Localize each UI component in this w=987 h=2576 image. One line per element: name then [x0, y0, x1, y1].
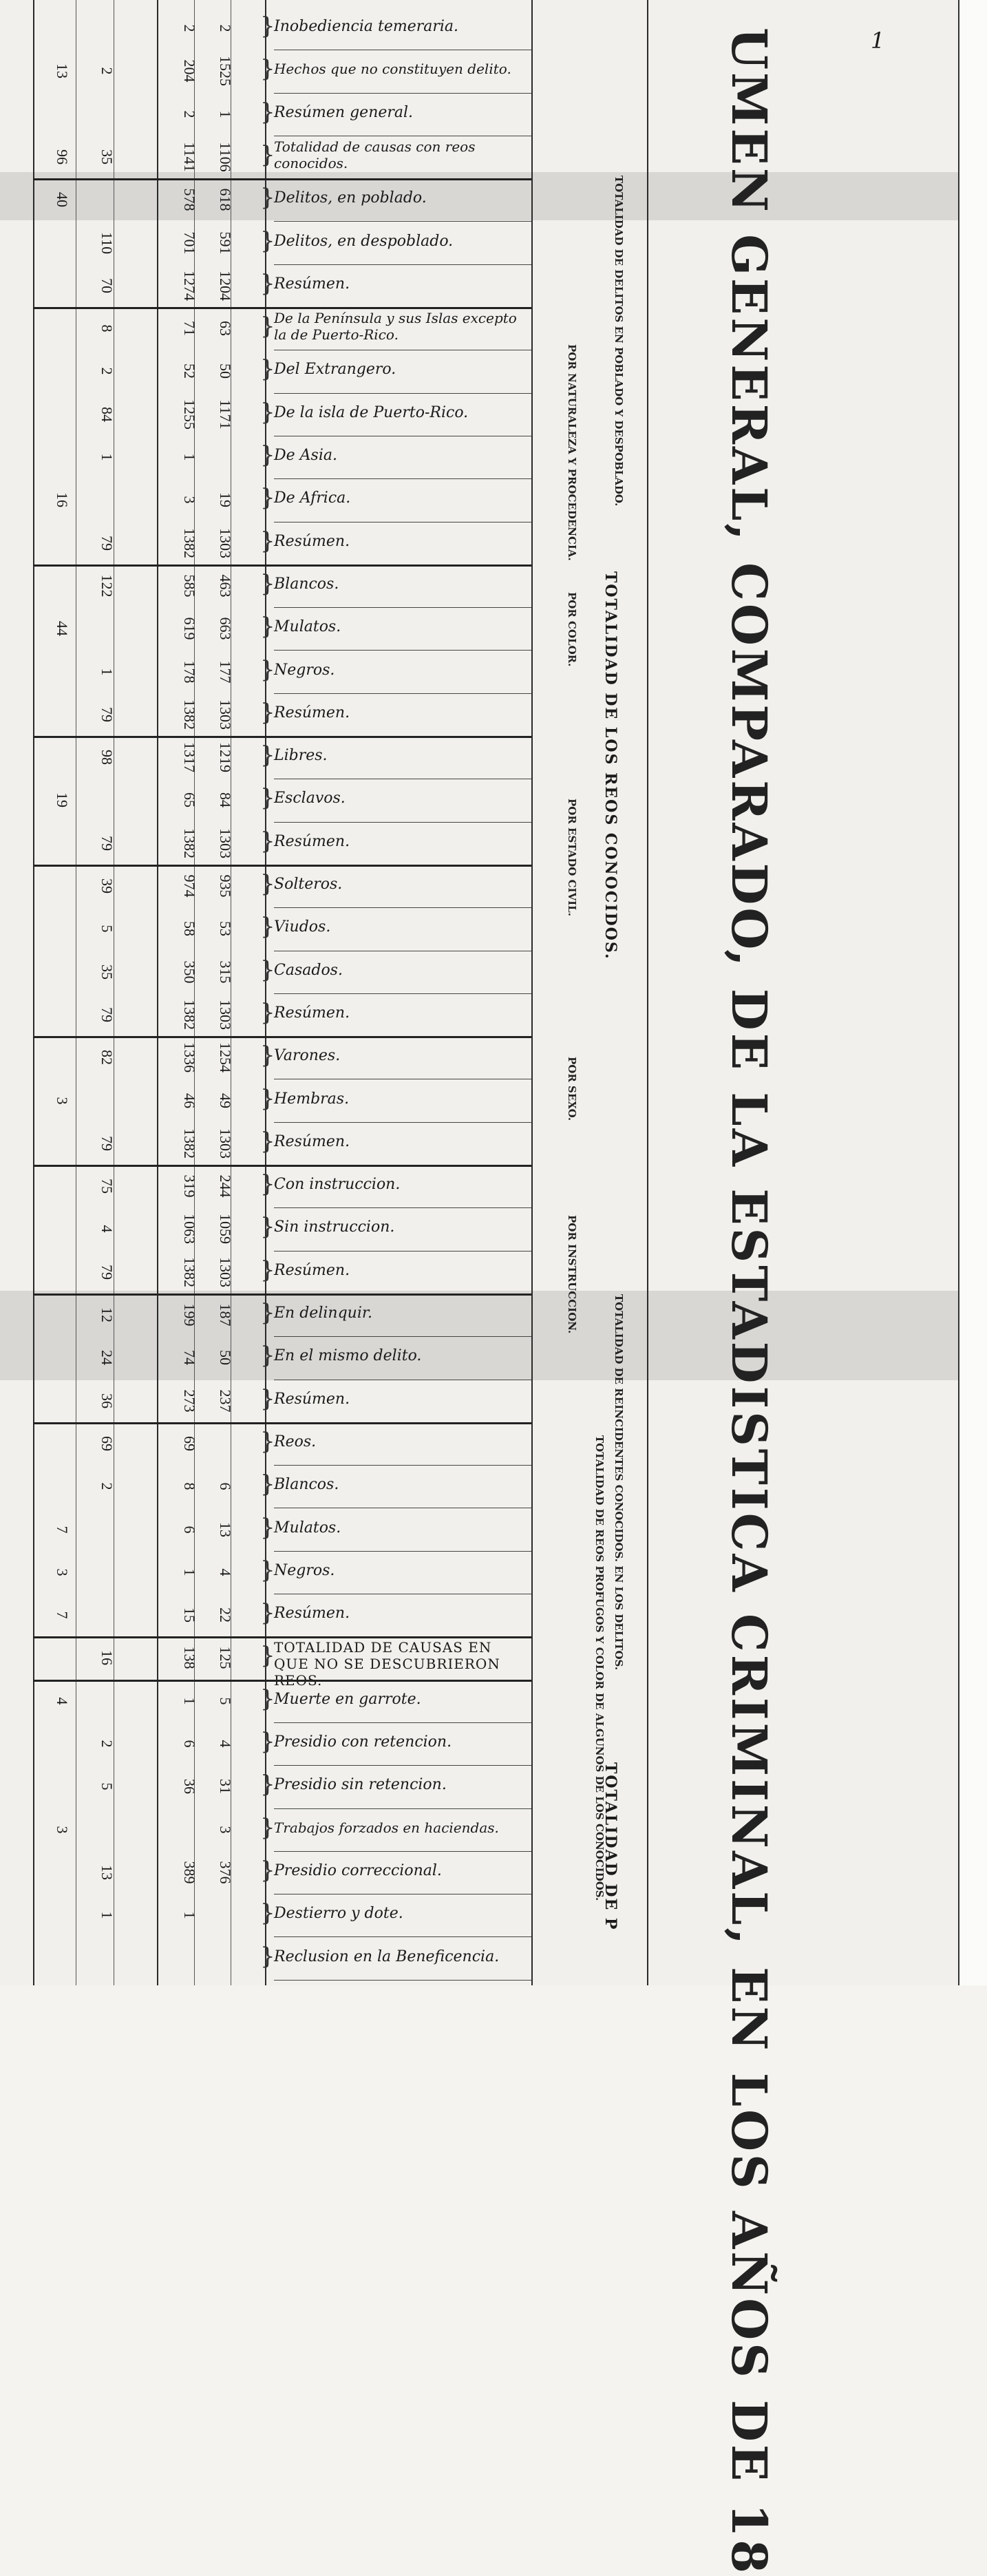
brace-mark: }	[260, 1299, 275, 1327]
row-label: Hembras.	[274, 1090, 350, 1108]
value-cell: 2	[181, 24, 198, 32]
table-row	[0, 93, 537, 136]
value-cell: 1382	[181, 527, 198, 558]
value-cell: 19	[217, 492, 234, 508]
value-cell: 79	[98, 835, 116, 851]
value-cell: 1219	[217, 742, 234, 773]
value-cell: 44	[54, 621, 71, 637]
value-cell: 1106	[217, 142, 234, 172]
value-cell: 138	[181, 1646, 198, 1669]
value-cell: 39	[98, 878, 116, 894]
value-cell: 1525	[217, 56, 234, 87]
value-cell: 2	[181, 110, 198, 118]
brace-mark: }	[260, 1170, 275, 1199]
brace-mark: }	[260, 1556, 275, 1584]
row-label: En el mismo delito.	[274, 1347, 422, 1365]
value-cell: 7	[54, 1611, 71, 1619]
table-row	[0, 1851, 537, 1894]
row-label: Inobediencia temeraria.	[274, 18, 459, 35]
value-cell: 35	[98, 149, 116, 165]
value-cell: 204	[181, 59, 198, 83]
brace-mark: }	[260, 12, 275, 40]
table-row	[0, 1165, 537, 1207]
value-cell: 35	[98, 964, 116, 980]
value-cell: 6	[181, 1525, 198, 1533]
value-cell: 4	[217, 1740, 234, 1748]
value-cell: 122	[98, 574, 116, 598]
brace-mark: }	[260, 140, 275, 169]
value-cell: 5	[98, 925, 116, 933]
brace-mark: }	[260, 1513, 275, 1541]
brace-mark: }	[260, 441, 275, 469]
value-cell: 79	[98, 1135, 116, 1151]
row-label: Trabajos forzados en haciendas.	[274, 1819, 499, 1836]
brace-mark: }	[260, 698, 275, 726]
table-row	[0, 478, 537, 521]
value-cell: 2	[98, 1482, 116, 1490]
brace-mark: }	[260, 184, 275, 212]
row-label: Delitos, en poblado.	[274, 189, 427, 207]
value-cell: 1382	[181, 699, 198, 730]
table-row	[0, 1380, 537, 1422]
value-cell: 125	[217, 1646, 234, 1669]
table-row	[0, 350, 537, 392]
value-cell: 4	[54, 1697, 71, 1705]
brace-mark: }	[260, 870, 275, 898]
value-cell: 13	[54, 63, 71, 79]
row-label: Delitos, en despoblado.	[274, 232, 454, 250]
table-row	[0, 1551, 537, 1594]
row-label: De Asia.	[274, 447, 337, 464]
brace-mark: }	[260, 1813, 275, 1841]
value-cell: 199	[181, 1303, 198, 1327]
value-cell: 1317	[181, 742, 198, 773]
table-row	[0, 522, 537, 564]
value-cell: 36	[181, 1779, 198, 1795]
brace-mark: }	[260, 527, 275, 555]
brace-mark: }	[260, 1127, 275, 1155]
brace-mark: }	[260, 1899, 275, 1928]
brace-mark: }	[260, 1342, 275, 1370]
table-row	[0, 307, 537, 350]
brace-mark: }	[260, 956, 275, 984]
table-row	[0, 436, 537, 478]
table-row	[0, 1680, 537, 1722]
row-label: Esclavos.	[274, 790, 346, 807]
table-row	[0, 1508, 537, 1551]
table-row	[0, 1336, 537, 1379]
table-row	[0, 779, 537, 821]
value-cell: 3	[54, 1568, 71, 1576]
table-row	[0, 607, 537, 650]
brace-mark: }	[260, 741, 275, 770]
row-label: Resúmen.	[274, 832, 350, 850]
value-cell: 591	[217, 231, 234, 254]
table-row	[0, 136, 537, 178]
brace-mark: }	[260, 784, 275, 812]
row-label: Resúmen.	[274, 532, 350, 550]
group-header-delitos: TOTALIDAD DE DELITOS EN POBLADO Y DESPOBLADO.	[613, 176, 625, 507]
value-cell: 1303	[217, 1128, 234, 1159]
value-cell: 663	[217, 617, 234, 640]
row-label: Resúmen.	[274, 1132, 350, 1150]
value-cell: 5	[217, 1697, 234, 1705]
value-cell: 1255	[181, 399, 198, 430]
row-label: Blancos.	[274, 1476, 339, 1494]
value-cell: 1141	[181, 142, 198, 172]
value-cell: 1	[181, 1911, 198, 1919]
row-label: Muerte en garrote.	[274, 1690, 421, 1708]
table-row	[0, 1251, 537, 1294]
brace-mark: }	[260, 613, 275, 641]
value-cell: 3	[217, 1826, 234, 1834]
value-cell: 389	[181, 1861, 198, 1884]
brace-mark: }	[260, 1856, 275, 1884]
value-cell: 96	[54, 149, 71, 165]
row-label: Sin instruccion.	[274, 1218, 395, 1236]
value-cell: 79	[98, 535, 116, 551]
value-cell: 273	[181, 1389, 198, 1413]
value-cell: 50	[217, 363, 234, 379]
value-cell: 1303	[217, 1256, 234, 1287]
value-cell: 1	[98, 668, 116, 675]
brace-mark: }	[260, 1084, 275, 1112]
value-cell: 65	[181, 792, 198, 808]
row-label: Presidio sin retencion.	[274, 1776, 447, 1794]
table-row	[0, 50, 537, 92]
value-cell: 50	[217, 1350, 234, 1366]
brace-mark: }	[260, 1599, 275, 1627]
value-cell: 6	[181, 1740, 198, 1748]
value-cell: 463	[217, 574, 234, 598]
row-label: Resúmen.	[274, 1004, 350, 1022]
brace-mark: }	[260, 1728, 275, 1755]
value-cell: 2	[98, 1740, 116, 1748]
value-cell: 1382	[181, 999, 198, 1030]
table-row	[0, 907, 537, 950]
table-row	[0, 1079, 537, 1122]
row-label: Solteros.	[274, 876, 343, 893]
group-header-instruccion: POR INSTRUCCION.	[566, 1215, 578, 1334]
page-title: UMEN GENERAL, COMPARADO, DE LA ESTADISTICA CRIMINAL, EN LOS AÑOS DE 18	[721, 28, 778, 2576]
value-cell: 71	[181, 321, 198, 337]
row-label: Presidio con retencion.	[274, 1733, 452, 1751]
value-cell: 8	[98, 324, 116, 332]
value-cell: 350	[181, 960, 198, 984]
value-cell: 1303	[217, 699, 234, 730]
value-cell: 1204	[217, 270, 234, 301]
row-label: Hechos que no constituyen delito.	[274, 61, 511, 78]
table-row	[0, 693, 537, 736]
row-label: Resúmen.	[274, 1390, 350, 1408]
value-cell: 935	[217, 874, 234, 898]
value-cell: 1	[98, 453, 116, 461]
table-row	[0, 1894, 537, 1936]
row-label: De la isla de Puerto-Rico.	[274, 403, 469, 421]
table-row	[0, 1937, 537, 1980]
value-cell: 69	[98, 1435, 116, 1451]
value-cell: 5	[98, 1782, 116, 1791]
value-cell: 16	[54, 492, 71, 508]
brace-mark: }	[260, 1470, 275, 1499]
brace-mark: }	[260, 1213, 275, 1241]
table-row	[0, 1122, 537, 1165]
value-cell: 79	[98, 1264, 116, 1280]
table-row	[0, 736, 537, 779]
value-cell: 376	[217, 1861, 234, 1884]
value-cell: 4	[98, 1225, 116, 1233]
row-label: Reclusion en la Beneficencia.	[274, 1947, 500, 1965]
value-cell: 40	[54, 192, 71, 208]
value-cell: 1382	[181, 1128, 198, 1159]
row-label: Casados.	[274, 961, 343, 979]
brace-mark: }	[260, 226, 275, 255]
value-cell: 585	[181, 574, 198, 598]
value-cell: 237	[217, 1389, 234, 1413]
value-cell: 13	[98, 1864, 116, 1880]
page-number: 1	[871, 28, 885, 54]
value-cell: 1274	[181, 270, 198, 301]
value-cell: 36	[98, 1393, 116, 1408]
brace-mark: }	[260, 484, 275, 512]
table-row	[0, 1036, 537, 1079]
brace-mark: }	[260, 913, 275, 941]
brace-mark: }	[260, 569, 275, 598]
value-cell: 4	[217, 1568, 234, 1576]
value-cell: 24	[98, 1350, 116, 1366]
brace-mark: }	[260, 398, 275, 426]
value-cell: 974	[181, 874, 198, 898]
row-label: Resúmen.	[274, 1605, 350, 1623]
value-cell: 58	[181, 921, 198, 937]
row-label: Viudos.	[274, 918, 331, 936]
value-cell: 46	[181, 1092, 198, 1108]
row-label: Totalidad de causas con reos conocidos.	[274, 138, 476, 171]
brace-mark: }	[260, 98, 275, 126]
row-label: De Africa.	[274, 489, 351, 507]
table-row	[0, 951, 537, 993]
value-cell: 69	[181, 1435, 198, 1451]
brace-mark: }	[260, 998, 275, 1026]
row-label: En delinquir.	[274, 1305, 372, 1322]
value-cell: 84	[98, 406, 116, 422]
table-row	[0, 1808, 537, 1851]
value-cell: 1063	[181, 1214, 198, 1245]
value-cell: 619	[181, 617, 198, 640]
table-row	[0, 7, 537, 50]
row-label: Mulatos.	[274, 618, 341, 636]
group-header-penas: TOTALIDAD DE P	[602, 1762, 619, 1931]
table-row	[0, 651, 537, 693]
value-cell: 31	[217, 1779, 234, 1795]
value-cell: 1171	[217, 399, 234, 430]
table-row	[0, 1594, 537, 1636]
table-row	[0, 1422, 537, 1465]
value-cell: 1336	[181, 1042, 198, 1073]
table-row	[0, 178, 537, 221]
brace-mark: }	[260, 269, 275, 297]
row-rule	[274, 1980, 531, 1981]
row-label: Del Extrangero.	[274, 361, 396, 379]
table-row	[0, 1636, 537, 1689]
value-cell: 1	[181, 453, 198, 461]
row-label: Libres.	[274, 747, 328, 765]
row-label: Presidio correccional.	[274, 1861, 442, 1879]
brace-mark: }	[260, 1427, 275, 1455]
value-cell: 319	[181, 1174, 198, 1198]
value-cell: 2	[98, 367, 116, 375]
value-cell: 79	[98, 1006, 116, 1022]
value-cell: 49	[217, 1092, 234, 1108]
row-label: Resúmen general.	[274, 103, 414, 121]
group-header-reos: TOTALIDAD DE LOS REOS CONOCIDOS.	[602, 571, 619, 960]
row-label: De la Península y sus Islas excepto la de Puerto-Rico.	[274, 310, 517, 344]
column-rule	[647, 0, 648, 1985]
brace-mark: }	[260, 827, 275, 855]
value-cell: 177	[217, 660, 234, 683]
value-cell: 82	[98, 1050, 116, 1066]
value-cell: 3	[54, 1826, 71, 1834]
table-row	[0, 393, 537, 436]
value-cell: 74	[181, 1350, 198, 1366]
value-cell: 53	[217, 921, 234, 937]
value-cell: 22	[217, 1607, 234, 1623]
table-row	[0, 1207, 537, 1250]
value-cell: 6	[217, 1482, 234, 1490]
value-cell: 1059	[217, 1214, 234, 1245]
row-label: TOTALIDAD DE CAUSAS EN QUE NO SE DESCUBRIERON REOS.	[274, 1639, 500, 1689]
page-edge	[958, 0, 987, 1985]
value-cell: 1303	[217, 827, 234, 858]
value-cell: 52	[181, 363, 198, 379]
row-label: Con instruccion.	[274, 1176, 401, 1194]
table-row	[0, 1294, 537, 1336]
brace-mark: }	[260, 313, 275, 341]
value-cell: 1254	[217, 1042, 234, 1073]
group-header-estado: POR ESTADO CIVIL.	[566, 799, 578, 916]
value-cell: 1	[181, 1697, 198, 1705]
value-cell: 79	[98, 706, 116, 722]
table-row	[0, 264, 537, 307]
value-cell: 244	[217, 1174, 234, 1198]
value-cell: 70	[98, 277, 116, 293]
brace-mark: }	[260, 1642, 275, 1670]
value-cell: 1	[181, 1568, 198, 1576]
brace-mark: }	[260, 1771, 275, 1799]
row-label: Reos.	[274, 1433, 317, 1450]
group-header-profugos: TOTALIDAD DE REOS PROFUGOS Y COLOR DE ALGUNOS DE LOS CONOCIDOS.	[593, 1435, 606, 1901]
value-cell: 15	[181, 1607, 198, 1623]
value-cell: 16	[98, 1650, 116, 1666]
table-row	[0, 564, 537, 607]
brace-mark: }	[260, 1685, 275, 1713]
brace-mark: }	[260, 1042, 275, 1070]
value-cell: 75	[98, 1179, 116, 1194]
row-label: Resúmen.	[274, 1261, 350, 1279]
value-cell: 84	[217, 792, 234, 808]
table-row	[0, 993, 537, 1036]
value-cell: 13	[217, 1521, 234, 1537]
brace-mark: }	[260, 1256, 275, 1284]
value-cell: 63	[217, 321, 234, 337]
value-cell: 1303	[217, 999, 234, 1030]
row-label: Resúmen.	[274, 275, 350, 293]
table-row	[0, 222, 537, 264]
table-row	[0, 1722, 537, 1765]
value-cell: 618	[217, 188, 234, 211]
row-label: Resúmen.	[274, 704, 350, 721]
row-label: Negros.	[274, 661, 335, 679]
value-cell: 2	[98, 67, 116, 75]
value-cell: 178	[181, 660, 198, 683]
value-cell: 8	[181, 1482, 198, 1490]
value-cell: 578	[181, 188, 198, 211]
value-cell: 7	[54, 1525, 71, 1533]
table-row	[0, 1765, 537, 1808]
value-cell: 701	[181, 231, 198, 254]
value-cell: 3	[54, 1097, 71, 1104]
value-cell: 1382	[181, 827, 198, 858]
group-header-color: POR COLOR.	[566, 592, 578, 667]
row-label: Negros.	[274, 1561, 335, 1579]
value-cell: 12	[98, 1307, 116, 1322]
value-cell: 2	[217, 24, 234, 32]
row-label: Destierro y dote.	[274, 1905, 403, 1923]
value-cell: 187	[217, 1303, 234, 1327]
value-cell: 110	[98, 231, 116, 254]
brace-mark: }	[260, 655, 275, 684]
value-cell: 1382	[181, 1256, 198, 1287]
brace-mark: }	[260, 55, 275, 83]
brace-mark: }	[260, 355, 275, 383]
value-cell: 3	[181, 496, 198, 504]
brace-mark: }	[260, 1942, 275, 1970]
value-cell: 315	[217, 960, 234, 984]
value-cell: 1	[217, 110, 234, 118]
value-cell: 1303	[217, 527, 234, 558]
value-cell: 19	[54, 792, 71, 808]
row-label: Blancos.	[274, 575, 339, 593]
value-cell: 1	[98, 1911, 116, 1919]
brace-mark: }	[260, 1384, 275, 1413]
group-header-naturaleza: POR NATURALEZA Y PROCEDENCIA.	[566, 344, 578, 561]
group-header-reincidentes: TOTALIDAD DE REINCIDENTES CONOCIDOS. EN LOS DELITOS.	[613, 1294, 625, 1671]
group-header-sexo: POR SEXO.	[566, 1057, 578, 1121]
row-label: Varones.	[274, 1047, 341, 1065]
table-row	[0, 822, 537, 865]
row-label: Mulatos.	[274, 1519, 341, 1537]
value-cell: 98	[98, 750, 116, 766]
table-row	[0, 1465, 537, 1508]
table-row	[0, 865, 537, 907]
